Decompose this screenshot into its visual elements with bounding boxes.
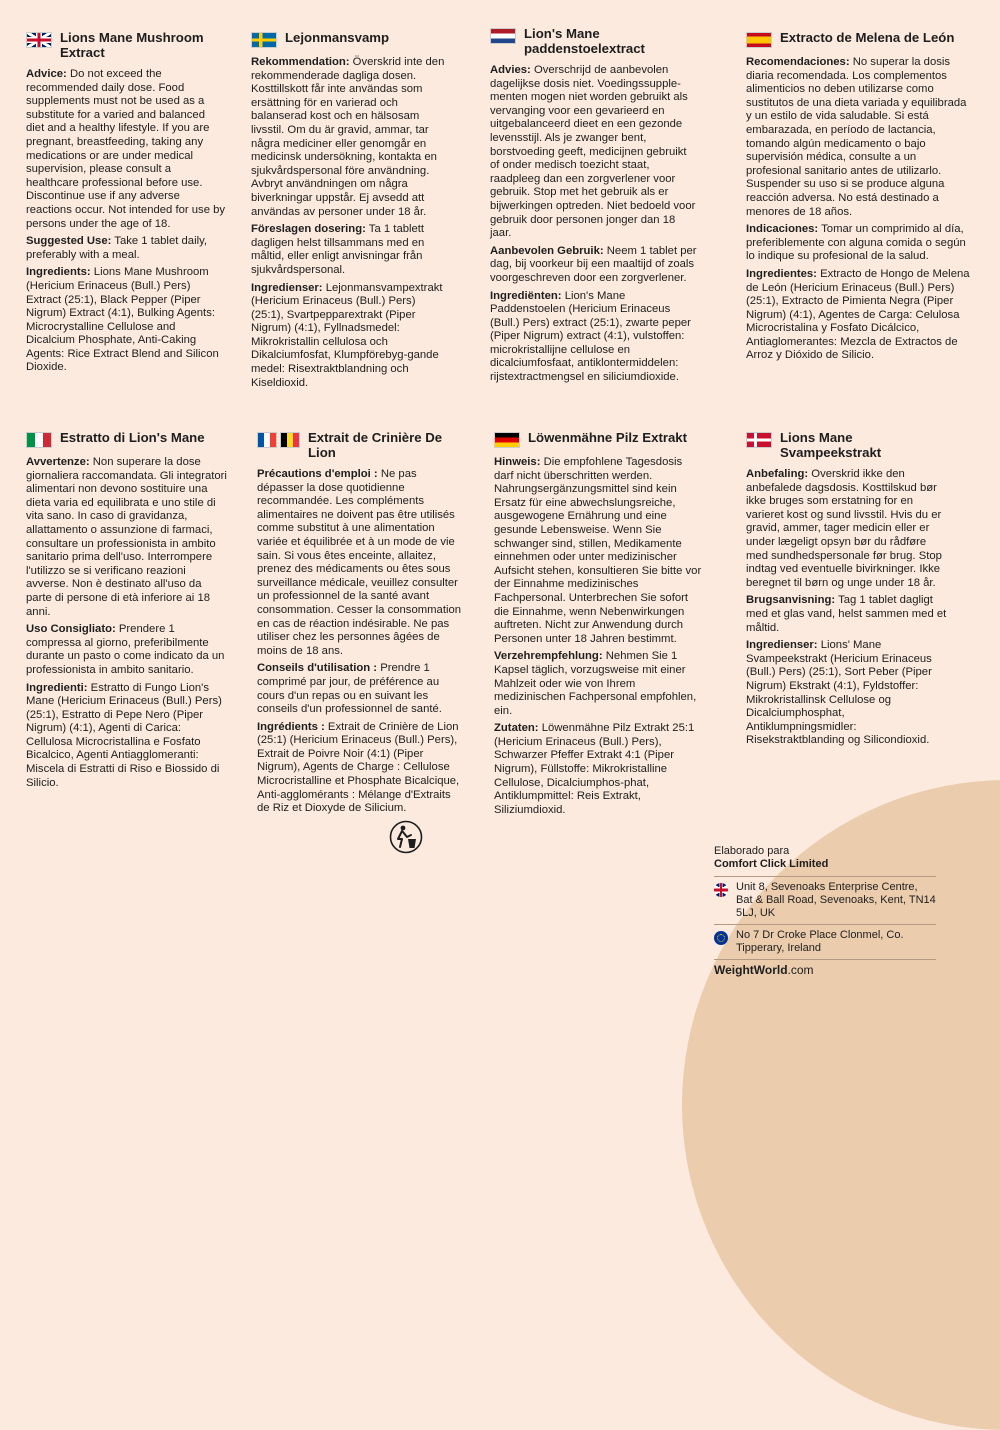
paragraph-label: Indicaciones: bbox=[746, 223, 819, 236]
section-header bbox=[490, 26, 698, 56]
paragraph-label: Recomendaciones: bbox=[746, 56, 850, 68]
language-section bbox=[251, 30, 447, 394]
germany-flag-icon bbox=[494, 432, 520, 448]
paragraph-text: Non superare la dose giornaliera raccomandata. Gli integratori alimentari non devono sostituire una dieta varia ed equilibrata e uno stile di vita sano. In caso di gravidanza, allattamento o assunzione di farmaci, consultare un professionista in ambito sanitario prima dell'uso. Interrompere l'utilizzo se si verificano reazioni avverse. Non è destinato all'uso da parte di persone di età inferiore ai 18 anni. bbox=[26, 456, 227, 618]
brand-website bbox=[714, 959, 936, 977]
belgium-flag-icon bbox=[280, 432, 300, 448]
italy-flag-icon bbox=[26, 432, 52, 448]
language-section bbox=[746, 30, 974, 367]
paragraph-text: Extracto de Hongo de Melena de León (Hericium Erinaceus (Bull.) Pers) (25:1), Extracto de Pimienta Negra (Piper Nigrum) (4:1), Agentes de Carga: Celulosa Microcristalina y Fosfato Dicálcico, Antiaglomerantes: Mezcla de Extractos de Arroz y Dióxido de Silicio. bbox=[746, 267, 970, 362]
section-paragraph bbox=[490, 245, 698, 286]
section-paragraph bbox=[26, 235, 226, 262]
paragraph-text: Tomar un comprimido al día, preferiblemente con alguna comida o según lo indique su profesional de la salud. bbox=[746, 223, 966, 263]
flags bbox=[746, 32, 772, 48]
paragraph-text: Lions Mane Mushroom (Hericium Erinaceus (Bull.) Pers) Extract (25:1), Black Pepper (Piper Nigrum) Extract (4:1), Bulking Agents: Microcrystalline Cellulose and Dicalcium Phosphate, Anti-Caking Agents: Rice Extract Blend and Silicon Dioxide. bbox=[26, 266, 219, 374]
paragraph-label: Advies: bbox=[490, 64, 531, 76]
paragraph-label: Anbefaling: bbox=[746, 468, 809, 480]
section-paragraph bbox=[257, 721, 465, 816]
paragraph-label: Conseils d'utilisation : bbox=[257, 662, 378, 675]
paragraph-text: Prendre 1 comprimé par jour, de préférence au cours d'un repas ou en suivant les conseils d'un professionnel de santé. bbox=[257, 662, 442, 716]
section-paragraph bbox=[490, 290, 698, 385]
made-for-label: Elaborado para bbox=[714, 845, 790, 857]
language-section bbox=[26, 430, 230, 794]
paragraph-label: Précautions d'emploi : bbox=[257, 468, 378, 480]
france-flag-icon bbox=[257, 432, 277, 448]
section-paragraph bbox=[490, 64, 698, 241]
section-paragraph bbox=[26, 623, 230, 677]
flags bbox=[746, 432, 772, 448]
paragraph-text: Lions' Mane Svampeekstrakt (Hericium Erinaceus (Bull.) Pers) (25:1), Sort Peber (Piper Nigrum) Ekstrakt (4:1), Fyldstoffer: Mikrokristallinsk Cellulose og Dicalciumphosphat, Antiklumpningsmidler: Risekstraktblanding og Silicondioxid. bbox=[746, 639, 932, 747]
paragraph-text: Estratto di Fungo Lion's Mane (Hericium Erinaceus (Bull.) Pers) (25:1), Estratto di Pepe Nero (Piper Nigrum) (4:1), Agenti di Carica: Cellulosa Microcristallina e Fosfato Bicalcico, Agenti Antiagglomeranti: Miscela di Estratti di Riso e Biossido di Silicio. bbox=[26, 681, 222, 789]
flags bbox=[494, 432, 520, 448]
paragraph-text: Ta 1 tablett dagligen helst tillsammans med en måltid, eller enligt anvisningar från sjukvårdspersonal. bbox=[251, 223, 425, 276]
paragraph-text: Överskrid inte den rekommenderade dagliga dosen. Kosttillskott får inte användas som ersättning för en varierad och balanserad kost och en hälsosam livsstil. Om du är gravid, ammar, tar några mediciner eller genomgår en medicinsk undersökning, kontakta en sjukvårdspersonal före användning. Avbryt användningen om några biverkningar uppstår. Ej avsedd att användas av personer under 18 år. bbox=[251, 56, 445, 218]
section-title: Extrait de Crinière De Lion bbox=[308, 430, 443, 460]
flags bbox=[490, 28, 516, 44]
section-paragraph bbox=[251, 56, 447, 219]
section-header bbox=[746, 430, 950, 460]
section-paragraph bbox=[746, 56, 974, 219]
section-title: Extracto de Melena de León bbox=[780, 30, 955, 45]
section-header bbox=[26, 30, 226, 60]
paragraph-text: Prendere 1 compressa al giorno, preferibilmente durante un pasto o come indicato da un professionista in ambito sanitario. bbox=[26, 623, 225, 676]
section-paragraph bbox=[746, 223, 974, 264]
paragraph-label: Ingrediënten: bbox=[490, 289, 562, 302]
section-header bbox=[494, 430, 702, 448]
paragraph-label: Aanbevolen Gebruik: bbox=[490, 244, 604, 257]
paragraph-text: Die empfohlene Tagesdosis darf nicht überschritten werden. Nahrungsergänzungsmittel sind kein Ersatz für eine abwechslungsreiche, ausgewogene Ernährung und eine gesunde Lebensweise. Wenn Sie schwanger sind, stillen, Medikamente einnehmen oder unter medizinischer Aufsicht stehen, konsultieren Sie bitte vor der Einnahme medizinisches Fachpersonal. Unterbrechen Sie sofort die Einnahme, wenn Nebenwirkungen auftreten. Nicht zur Anwendung durch Personen unter 18 Jahren bestimmt. bbox=[494, 456, 702, 645]
section-paragraph bbox=[746, 594, 950, 635]
uk-flag-icon bbox=[26, 32, 52, 48]
paragraph-text: Extrait de Crinière de Lion (25:1) (Hericium Erinaceus (Bull.) Pers), Extrait de Poivre Noir (4:1) (Piper Nigrum), Agents de Charge : Cellulose Microcristalline et Phosphate Bicalcique, Anti-agglomérants : Mélange d'Extraits de Riz et Dioxyde de Silicium. bbox=[257, 720, 460, 815]
paragraph-label: Brugsanvisning: bbox=[746, 594, 836, 607]
paragraph-label: Advice: bbox=[26, 68, 67, 80]
section-title: Lion's Mane paddenstoelextract bbox=[524, 26, 645, 56]
paragraph-text: Take 1 tablet daily, preferably with a meal. bbox=[26, 235, 208, 261]
paragraph-label: Föreslagen dosering: bbox=[251, 223, 366, 236]
language-section bbox=[746, 430, 950, 752]
manufacturer-info bbox=[714, 845, 936, 977]
paragraph-text: Lion's Mane Paddenstoelen (Hericium Erinaceus (Bull.) Pers) extract (25:1), zwarte peper (Piper Nigrum) extract (4:1), vulstoffen: microkristallijne cellulose en dicalciumfosfaat, antiklontermiddelen: rijstextractmengsel en siliciumdioxide. bbox=[490, 289, 691, 384]
paragraph-text: No superar la dosis diaria recomendada. Los complementos alimenticios no deben utilizarse como sustitutos de una dieta variada y equilibrada y un estilo de vida saludable. Si está embarazada, en período de lactancia, tomando algún medicamento o bajo supervisión médica, consulte a un profesional sanitario antes de utilizarlo. Suspender su uso si se produce alguna reacción adversa. No está destinado a menores de 18 años. bbox=[746, 56, 967, 218]
paragraph-text: Do not exceed the recommended daily dose. Food supplements must not be used as a substitute for a varied and balanced diet and a healthy lifestyle. If you are pregnant, breastfeeding, taking any medications or are under medical supervision, please consult a healthcare professional before use. Discontinue use if any adverse reactions occur. Not intended for use by persons under the age of 18. bbox=[26, 68, 226, 230]
section-paragraph bbox=[251, 282, 447, 391]
section-header bbox=[257, 430, 465, 460]
paragraph-label: Rekommendation: bbox=[251, 56, 350, 68]
paragraph-label: Suggested Use: bbox=[26, 235, 112, 248]
paragraph-text: Ne pas dépasser la dose quotidienne recommandée. Les compléments alimentaires ne doivent pas être utilisés comme substitut à une alimentation variée et équilibrée et à un mode de vie sain. Si vous êtes enceinte, allaitez, prenez des médicaments ou êtes sous surveillance médicale, veuillez consulter un professionnel de la santé avant consommation. Cesser la consommation en cas de réaction indésirable. Ne pas utiliser chez les personnes âgées de moins de 18 ans. bbox=[257, 468, 462, 657]
ie-address: No 7 Dr Croke Place Clonmel, Co. Tipperary, Ireland bbox=[736, 929, 904, 954]
section-header bbox=[746, 30, 974, 48]
section-paragraph bbox=[251, 223, 447, 277]
language-section bbox=[494, 430, 702, 821]
section-paragraph bbox=[26, 456, 230, 619]
section-title: Lions Mane Svampeekstrakt bbox=[780, 430, 882, 460]
paragraph-label: Ingredientes: bbox=[746, 267, 817, 280]
paragraph-text: Overschrijd de aanbevolen dagelijkse dosis niet. Voedingssupple-menten mogen niet worden gebruikt als vervanging voor een gevarieerd en uitgebalanceerd dieet en een gezonde levensstijl. Als je zwanger bent, borstvoeding geeft, medicijnen gebruikt of onder medisch toezicht staat, raadpleeg dan een zorgverlener voor gebruik. Stop met het gebruik als er bijwerkingen optreden. Niet bedoeld voor gebruik door personen jonger dan 18 jaar. bbox=[490, 64, 696, 240]
language-section bbox=[26, 30, 226, 379]
flags bbox=[251, 32, 277, 48]
spain-flag-icon bbox=[746, 32, 772, 48]
section-paragraph bbox=[746, 468, 950, 590]
ie-address-row bbox=[714, 924, 936, 959]
paragraph-text: Löwenmähne Pilz Extrakt 25:1 (Hericium Erinaceus (Bull.) Pers), Schwarzer Pfeffer Extrakt 4:1 (Piper Nigrum), Füllstoffe: Mikrokristalline Cellulose, Dicalciumphos-phat, Antiklumpmittel: Reis Extrakt, Siliziumdioxid. bbox=[494, 722, 695, 816]
brand-name: WeightWorld bbox=[714, 963, 788, 977]
paragraph-label: Ingrédients : bbox=[257, 720, 325, 733]
section-title: Löwenmähne Pilz Extrakt bbox=[528, 430, 688, 445]
paragraph-label: Ingredienser: bbox=[251, 281, 323, 294]
section-paragraph bbox=[26, 266, 226, 375]
flags bbox=[26, 32, 52, 48]
eu-flag-icon bbox=[714, 931, 728, 945]
section-paragraph bbox=[257, 468, 465, 658]
section-paragraph bbox=[26, 68, 226, 231]
paragraph-text: Overskrid ikke den anbefalede dagsdosis. Kosttilskud bør ikke bruges som erstatning for en varieret kost og sund livsstil. Hvis du er gravid, ammer, tager medicin eller er under lægeligt opsyn bør du rådføre med sundhedspersonale før brug. Stop indtag ved eventuelle bivirkninger. Ikke beregnet til børn og unge under 18 år. bbox=[746, 468, 942, 589]
netherlands-flag-icon bbox=[490, 28, 516, 44]
paragraph-text: Lejonmansvampextrakt (Hericium Erinaceus (Bull.) Pers) (25:1), Svartpepparextrakt (Piper Nigrum) (4:1), Fyllnadsmedel: Mikrokristallin cellulosa och Dikalciumfosfat, Klumpförebyg-gande medel: Risextraktblandning och Kiseldioxid. bbox=[251, 281, 443, 389]
recycle-bin-icon bbox=[389, 820, 423, 854]
section-header bbox=[251, 30, 447, 48]
paragraph-label: Zutaten: bbox=[494, 722, 539, 735]
section-paragraph bbox=[26, 682, 230, 791]
section-title: Lions Mane Mushroom Extract bbox=[60, 30, 204, 60]
denmark-flag-icon bbox=[746, 432, 772, 448]
paragraph-label: Verzehrempfehlung: bbox=[494, 650, 603, 663]
paragraph-label: Uso Consigliato: bbox=[26, 623, 116, 636]
company-name: Comfort Click Limited bbox=[714, 858, 829, 870]
paragraph-text: Neem 1 tablet per dag, bij voorkeur bij een maaltijd of zoals voorgeschreven door een zorgverlener. bbox=[490, 244, 697, 284]
section-paragraph bbox=[746, 268, 974, 363]
section-paragraph bbox=[746, 639, 950, 748]
section-paragraph bbox=[494, 456, 702, 646]
paragraph-label: Ingredients: bbox=[26, 266, 91, 279]
section-paragraph bbox=[257, 662, 465, 716]
uk-flag-icon bbox=[714, 883, 728, 897]
section-title: Estratto di Lion's Mane bbox=[60, 430, 205, 445]
paragraph-text: Nehmen Sie 1 Kapsel täglich, vorzugsweise mit einer Mahlzeit oder wie von Ihrem medizinischen Fachpersonal empfohlen, ein. bbox=[494, 650, 697, 717]
section-paragraph bbox=[494, 650, 702, 718]
language-section bbox=[257, 430, 465, 820]
language-section bbox=[490, 26, 698, 389]
flags bbox=[26, 432, 52, 448]
paragraph-label: Ingredienser: bbox=[746, 639, 818, 652]
section-header bbox=[26, 430, 230, 448]
section-title: Lejonmansvamp bbox=[285, 30, 390, 45]
brand-domain: .com bbox=[787, 963, 814, 977]
paragraph-label: Ingredienti: bbox=[26, 681, 88, 694]
uk-address-row bbox=[714, 876, 936, 924]
paragraph-label: Hinweis: bbox=[494, 456, 541, 468]
section-paragraph bbox=[494, 722, 702, 817]
flags bbox=[257, 432, 300, 448]
sweden-flag-icon bbox=[251, 32, 277, 48]
paragraph-text: Tag 1 tablet dagligt med et glas vand, helst sammen med et måltid. bbox=[746, 594, 947, 634]
paragraph-label: Avvertenze: bbox=[26, 456, 90, 468]
uk-address: Unit 8, Sevenoaks Enterprise Centre, Bat & Ball Road, Sevenoaks, Kent, TN14 5LJ, UK bbox=[736, 881, 936, 919]
